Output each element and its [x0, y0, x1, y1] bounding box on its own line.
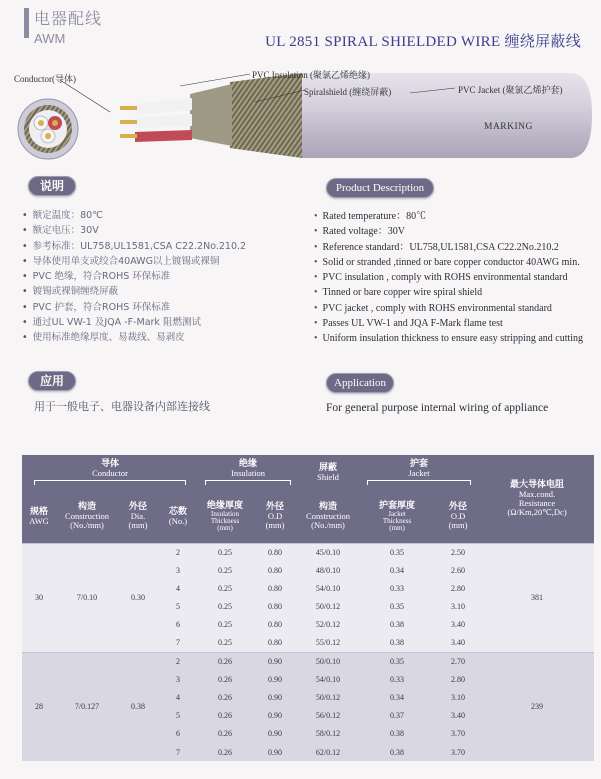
- category-block: [34, 6, 102, 46]
- application-text-en: For general purpose internal wiring of appliance: [326, 402, 549, 414]
- cores-cell: 6: [158, 725, 198, 743]
- ins-od-cell: 0.90: [252, 707, 298, 725]
- list-item: • 额定温度：80℃: [22, 208, 246, 223]
- jacket-od-header: 外径 O.D (mm): [436, 491, 480, 543]
- ins-thickness-cell: 0.25: [198, 579, 252, 597]
- cores-cell: 3: [158, 670, 198, 688]
- ins-od-cell: 0.80: [252, 616, 298, 634]
- list-item: • Tinned or bare copper wire spiral shield: [314, 285, 583, 300]
- ins-od-cell: 0.90: [252, 743, 298, 761]
- dia-cell: 0.30: [118, 543, 158, 652]
- cores-cell: 5: [158, 707, 198, 725]
- ins-od-cell: 0.90: [252, 652, 298, 670]
- shield-cell: 52/0.12: [298, 616, 358, 634]
- ins-thickness-cell: 0.26: [198, 670, 252, 688]
- table-row: [22, 652, 594, 670]
- shield-group-header: 屏蔽 Shield: [298, 455, 358, 491]
- jacket-od-cell: 2.70: [436, 652, 480, 670]
- ins-od-cell: 0.90: [252, 689, 298, 707]
- shield-construction-header: 构造 Construction (No./mm): [298, 491, 358, 543]
- construction-cell: 7/0.10: [56, 543, 118, 652]
- cores-cell: 3: [158, 561, 198, 579]
- list-item: • 参考标准：UL758,UL1581,CSA C22.2No.210.2: [22, 239, 246, 254]
- description-list-en: [314, 209, 583, 347]
- ins-thickness-cell: 0.26: [198, 689, 252, 707]
- header-accent-bar: [24, 8, 29, 38]
- list-item: • PVC insulation , comply with ROHS environmental standard: [314, 270, 583, 285]
- ins-od-cell: 0.80: [252, 561, 298, 579]
- cores-cell: 2: [158, 652, 198, 670]
- shield-cell: 62/0.12: [298, 743, 358, 761]
- ins-thickness-cell: 0.26: [198, 652, 252, 670]
- list-item: • Uniform insulation thickness to ensure easy stripping and cutting: [314, 331, 583, 346]
- jacket-group-header: 护套 Jacket: [358, 455, 480, 491]
- ins-od-cell: 0.80: [252, 634, 298, 652]
- list-item: • 镀锡或裸铜缠绕屏蔽: [22, 284, 246, 299]
- ins-od-cell: 0.90: [252, 670, 298, 688]
- description-list-cn: [22, 208, 246, 346]
- jacket-od-cell: 3.40: [436, 616, 480, 634]
- ins-thickness-cell: 0.26: [198, 707, 252, 725]
- description-heading-en: Product Description: [326, 178, 434, 198]
- application-heading-en: Application: [326, 373, 394, 393]
- shield-cell: 50/0.12: [298, 689, 358, 707]
- group-bracket: [34, 480, 185, 485]
- jacket-thickness-cell: 0.37: [358, 707, 436, 725]
- jacket-thickness-cell: 0.34: [358, 689, 436, 707]
- dia-cell: 0.38: [118, 652, 158, 761]
- list-item: • 额定电压：30V: [22, 223, 246, 238]
- cores-cell: 6: [158, 616, 198, 634]
- list-item: • PVC 护套，符合ROHS 环保标准: [22, 300, 246, 315]
- ins-thickness-cell: 0.26: [198, 725, 252, 743]
- spec-table: [22, 455, 594, 761]
- jacket-od-cell: 2.60: [436, 561, 480, 579]
- cores-cell: 7: [158, 634, 198, 652]
- jacket-od-cell: 3.10: [436, 598, 480, 616]
- cores-header: 芯数 (No.): [158, 491, 198, 543]
- awg-cell: 30: [22, 543, 56, 652]
- jacket-od-cell: 3.10: [436, 689, 480, 707]
- list-item: • Solid or stranded ,tinned or bare copper conductor 40AWG min.: [314, 255, 583, 270]
- jacket-od-cell: 2.80: [436, 670, 480, 688]
- conductor-group-header: 导体 Conductor: [22, 455, 198, 491]
- ins-od-header: 外径 O.D (mm): [252, 491, 298, 543]
- ins-thickness-cell: 0.25: [198, 616, 252, 634]
- list-item: • Passes UL VW-1 and JQA F-Mark flame test: [314, 316, 583, 331]
- cores-cell: 4: [158, 689, 198, 707]
- shield-cell: 56/0.12: [298, 707, 358, 725]
- jacket-thickness-cell: 0.38: [358, 725, 436, 743]
- label-marking: MARKING: [484, 122, 533, 132]
- shield-cell: 48/0.10: [298, 561, 358, 579]
- application-text-cn: 用于一般电子、电器设备内部连接线: [34, 400, 210, 413]
- ins-thickness-cell: 0.25: [198, 561, 252, 579]
- table-row: [22, 543, 594, 561]
- jacket-thickness-cell: 0.35: [358, 598, 436, 616]
- cores-cell: 4: [158, 579, 198, 597]
- label-conductor: Conductor(导体): [14, 74, 76, 84]
- jacket-thickness-header: 护套厚度 Jacket Thickness (mm): [358, 491, 436, 543]
- jacket-thickness-cell: 0.33: [358, 579, 436, 597]
- list-item: • 通过UL VW-1 及JQA -F-Mark 阻燃测试: [22, 315, 246, 330]
- cores-cell: 7: [158, 743, 198, 761]
- construction-header: 构造 Construction (No./mm): [56, 491, 118, 543]
- list-item: • Reference standard：UL758,UL1581,CSA C22.2No.210.2: [314, 240, 583, 255]
- jacket-od-cell: 2.50: [436, 543, 480, 561]
- shield-cell: 54/0.10: [298, 579, 358, 597]
- jacket-od-cell: 3.70: [436, 725, 480, 743]
- jacket-od-cell: 2.80: [436, 579, 480, 597]
- jacket-thickness-cell: 0.38: [358, 634, 436, 652]
- resistance-cell: 239: [480, 652, 594, 761]
- list-item: • Rated voltage：30V: [314, 224, 583, 239]
- group-bracket: [367, 480, 472, 485]
- ins-thickness-cell: 0.25: [198, 543, 252, 561]
- ins-od-cell: 0.80: [252, 579, 298, 597]
- label-spiral-shield: Spiralshield (缠绕屏蔽): [304, 87, 392, 97]
- jacket-od-cell: 3.40: [436, 707, 480, 725]
- list-item: • PVC 绝缘，符合ROHS 环保标准: [22, 269, 246, 284]
- application-heading-cn: 应用: [28, 371, 76, 391]
- ins-thickness-cell: 0.26: [198, 743, 252, 761]
- label-pvc-insulation: PVC Insulation (聚氯乙烯绝缘): [252, 70, 370, 80]
- jacket-thickness-cell: 0.38: [358, 616, 436, 634]
- jacket-od-cell: 3.70: [436, 743, 480, 761]
- ins-od-cell: 0.80: [252, 598, 298, 616]
- ins-od-cell: 0.80: [252, 543, 298, 561]
- list-item: • Rated temperature：80℃: [314, 209, 583, 224]
- spec-table-body: [22, 543, 594, 761]
- category-cn: 电器配线: [34, 9, 103, 28]
- jacket-thickness-cell: 0.33: [358, 670, 436, 688]
- shield-cell: 45/0.10: [298, 543, 358, 561]
- awg-header: 规格 AWG: [22, 491, 56, 543]
- label-pvc-jacket: PVC Jacket (聚氯乙烯护套): [458, 85, 563, 95]
- jacket-thickness-cell: 0.38: [358, 743, 436, 761]
- construction-cell: 7/0.127: [56, 652, 118, 761]
- shield-cell: 54/0.10: [298, 670, 358, 688]
- cores-cell: 5: [158, 598, 198, 616]
- resistance-cell: 381: [480, 543, 594, 652]
- list-item: • 导体使用单支或绞合40AWG以上镀锡或裸铜: [22, 254, 246, 269]
- cross-section: [18, 99, 78, 159]
- resistance-header: 最大导体电阻 Max.cond. Resistance (Ω/Km,20℃,Dc): [480, 455, 594, 543]
- ins-thickness-header: 绝缘厚度 Insulation Thickness (mm): [198, 491, 252, 543]
- page-title: UL 2851 SPIRAL SHIELDED WIRE 缠绕屏蔽线: [265, 34, 581, 50]
- dia-header: 外径 Dia. (mm): [118, 491, 158, 543]
- jacket-thickness-cell: 0.35: [358, 543, 436, 561]
- ins-thickness-cell: 0.25: [198, 634, 252, 652]
- description-heading-cn: 说明: [28, 176, 76, 196]
- category-en: AWM: [34, 31, 66, 46]
- shield-cell: 55/0.12: [298, 634, 358, 652]
- shield-cell: 50/0.12: [298, 598, 358, 616]
- ins-thickness-cell: 0.25: [198, 598, 252, 616]
- jacket-od-cell: 3.40: [436, 634, 480, 652]
- list-item: • 使用标准绝缘厚度、易裁线、易剥皮: [22, 330, 246, 345]
- shield-cell: 50/0.10: [298, 652, 358, 670]
- shield-cell: 58/0.12: [298, 725, 358, 743]
- awg-cell: 28: [22, 652, 56, 761]
- jacket-thickness-cell: 0.34: [358, 561, 436, 579]
- ins-od-cell: 0.90: [252, 725, 298, 743]
- group-bracket: [205, 480, 291, 485]
- cable-diagram: [0, 60, 601, 178]
- list-item: • PVC jacket , comply with ROHS environmental standard: [314, 301, 583, 316]
- insulation-group-header: 绝缘 Insulation: [198, 455, 298, 491]
- jacket-thickness-cell: 0.35: [358, 652, 436, 670]
- cores-cell: 2: [158, 543, 198, 561]
